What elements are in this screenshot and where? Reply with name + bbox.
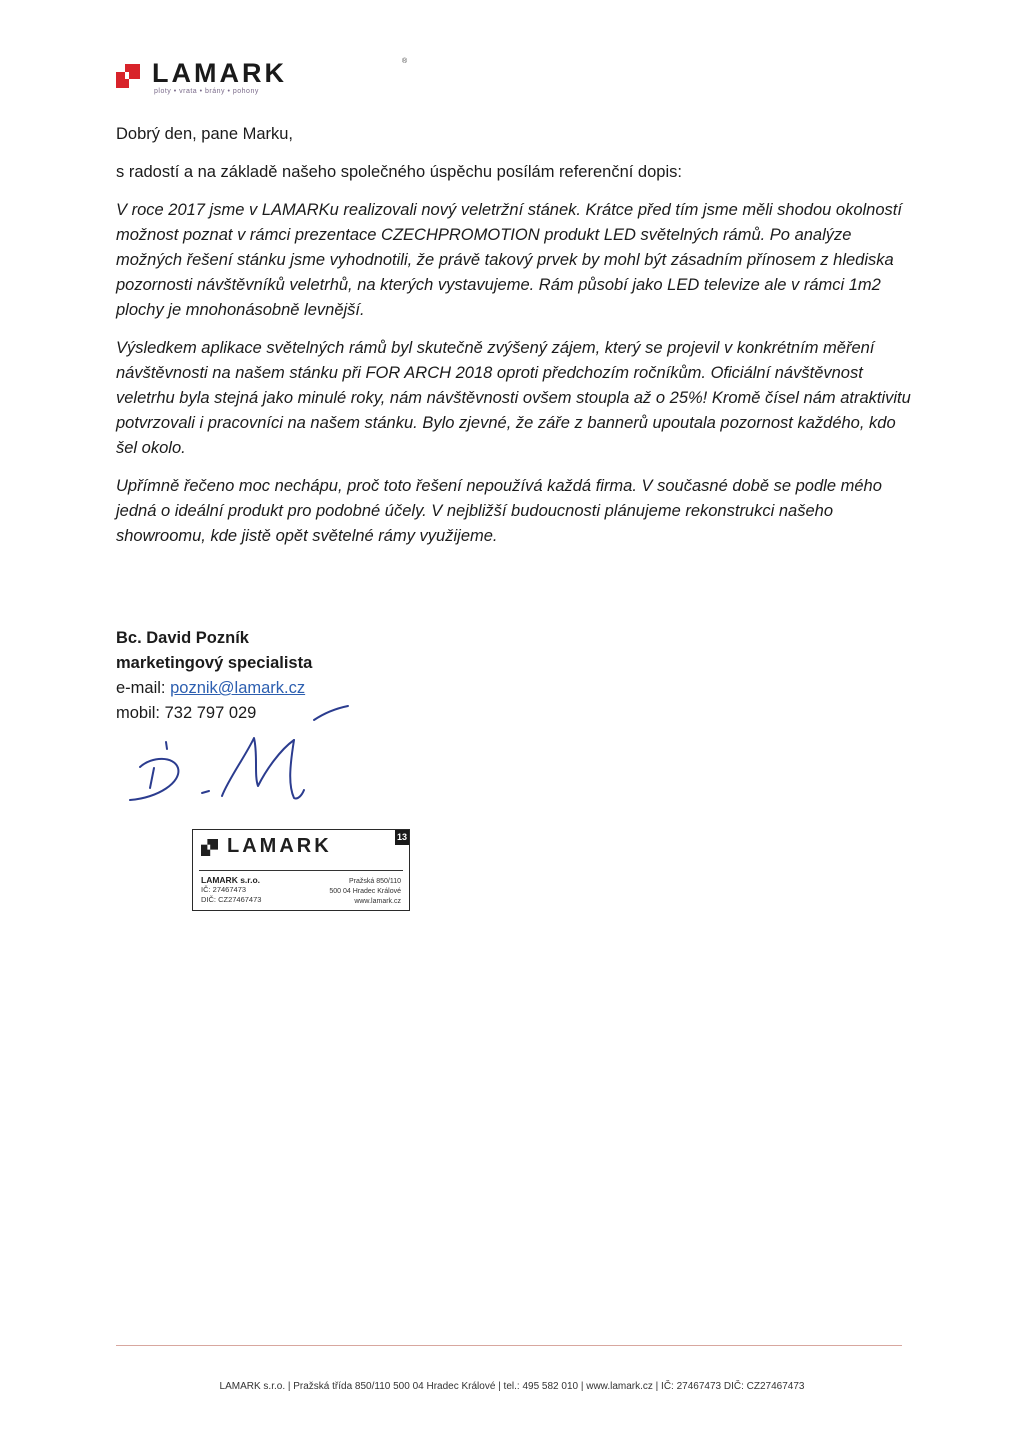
company-stamp bbox=[192, 829, 410, 911]
paragraph-1: V roce 2017 jsme v LAMARKu realizovali nový veletržní stánek. Krátce před tím jsme měli shodou okolností možnost poznat v rámci prezentace CZECHPROMOTION produkt LED světelných rámů. Po analýze možných řešení stánku jsme vyhodnotili, že právě takový prvek by mohl být zásadním přínosem z hlediska pozornosti návštěvníků veletrhů, na kterých vystavujeme. Rám působí jako LED televize ale v rámci 1m2 plochy je mnohonásobně levnější. bbox=[116, 201, 902, 319]
lamark-logo-icon bbox=[116, 64, 140, 88]
stamp-logo-icon bbox=[201, 839, 218, 856]
email-line bbox=[116, 676, 312, 701]
logo-tagline: ploty • vrata • brány • pohony bbox=[154, 88, 259, 95]
greeting: Dobrý den, pane Marku, bbox=[116, 125, 294, 143]
stamp-company-name: LAMARK s.r.o. bbox=[201, 875, 261, 885]
stamp-address-street: Pražská 850/110 bbox=[348, 878, 401, 885]
stamp-divider bbox=[199, 870, 403, 871]
signer-name: Bc. David Pozník bbox=[116, 629, 249, 647]
stamp-ic: IČ: 27467473 bbox=[201, 885, 247, 894]
footer-divider bbox=[116, 1345, 902, 1346]
signer-role: marketingový specialista bbox=[116, 654, 313, 672]
stamp-company-info bbox=[201, 875, 261, 905]
footer-contact: LAMARK s.r.o. | Pražská třída 850/110 500 04 Hradec Králové | tel.: 495 582 010 | www.lamark.cz | IČ: 27467473 DIČ: CZ27467473 bbox=[219, 1381, 805, 1392]
stamp-wordmark: LAMARK bbox=[227, 835, 332, 857]
stamp-web: www.lamark.cz bbox=[354, 898, 401, 905]
stamp-address bbox=[329, 877, 401, 907]
stamp-dic: DIČ: CZ27467473 bbox=[201, 895, 262, 904]
stamp-address-city: 500 04 Hradec Králové bbox=[329, 888, 401, 895]
stamp-number: 13 bbox=[395, 830, 409, 845]
paragraph-2: Výsledkem aplikace světelných rámů byl skutečně zvýšený zájem, který se projevil v konkrétním měření návštěvnosti na našem stánku při FOR ARCH 2018 oproti předchozím ročníkům. Oficiální návštěvnost veletrhu byla stejná jako minulé roky, nám návštěvnosti ovšem stoupla až o 25%! Kromě čísel nám atraktivitu potvrzovali i pracovníci na našem stánku. Bylo zjevné, že záře z bannerů upoutala pozornost každého, kdo šel okolo. bbox=[116, 339, 911, 457]
registered-mark: ® bbox=[402, 58, 408, 65]
email-label: e-mail: bbox=[116, 679, 171, 697]
intro-line: s radostí a na základě našeho společného úspěchu posílám referenční dopis: bbox=[116, 163, 682, 181]
letter-body bbox=[116, 122, 916, 562]
phone-line: mobil: 732 797 029 bbox=[116, 704, 257, 722]
handwritten-signature bbox=[118, 700, 358, 815]
logo-wordmark: LAMARK bbox=[152, 58, 287, 88]
paragraph-3: Upřímně řečeno moc nechápu, proč toto řešení nepoužívá každá firma. V současné době se podle mého jedná o ideální produkt pro podobné účely. V nejbližší budoucnosti plánujeme rekonstrukci našeho showroomu, kde jistě opět světelné rámy využijeme. bbox=[116, 477, 882, 545]
email-link[interactable]: poznik@lamark.cz bbox=[170, 679, 306, 697]
